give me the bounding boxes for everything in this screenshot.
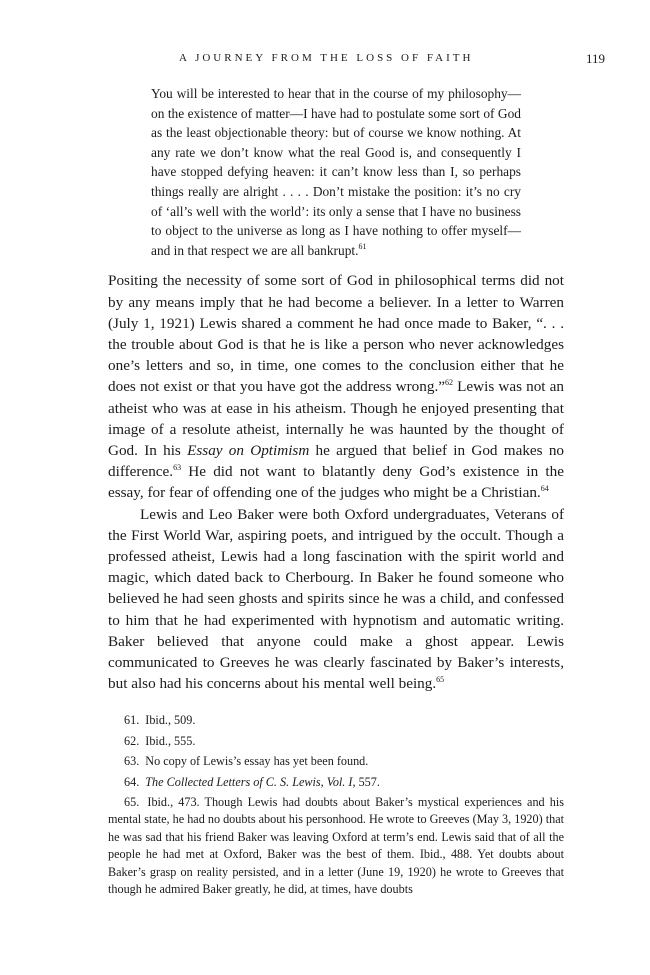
footnote-number: 61. [124,713,140,728]
footnote [108,733,564,750]
footnote-ref-63: 63 [173,463,182,473]
paragraph-1-text-c: he argued that belief in God makes no difference. [108,441,565,481]
running-head [108,52,605,72]
footnote-number: 63. [124,754,140,769]
footnote-text: Ibid., 473. Though Lewis had doubts about Baker’s mystical experiences and his mental state, he had no doubts about his personhood. He wrote to Greeves (May 3, 1920) that he was sad that his friend Baker was leaving Oxford at term’s end. Lewis said that of all the people he had met at Oxford, Baker was the best of them. Ibid., 488. Yet doubts about Baker’s grasp on reality persisted, and in a letter (June 19, 1920) he wrote to Greeves that though he admired Baker greatly, he did, at times, have doubts [108,795,564,897]
footnote [108,712,564,729]
page-number: 119 [585,51,605,66]
paragraph-2 [108,504,564,695]
footnote-ref-61: 61 [358,241,367,251]
footnote-book-title: The Collected Letters of C. S. Lewis, Vol. I, [145,774,356,789]
footnote-number: 65. [124,795,140,810]
footnotes [108,712,564,898]
footnote [108,794,564,898]
footnote-text: 557. [355,774,380,789]
footnote-text: Ibid., 509. [145,713,196,728]
footnote-text: Ibid., 555. [145,733,196,748]
page-body [108,84,564,901]
footnote-ref-64: 64 [540,484,549,494]
footnote-number: 62. [124,733,140,748]
block-quote-text: You will be interested to hear that in the course of my philosophy—on the existence of matter—I have had to postulate some sort of God as the least objectionable theory: but of course we know nothing. At any rate we don’t know what the real Good is, and consequently I have stopped defying heaven: it can’t know less than I, so perhaps things really are alright . . . . Don’t mistake the position: it’s no cry of ‘all’s well with the world’: its only a sense that I have no business to object to the universe as long as I have nothing to offer myself—and in that respect we are all bankrupt. [151,86,521,258]
paragraph-1-text-b: Lewis was not an atheist who was at ease in his atheism. Though he enjoyed presenting that image of a resolute atheist, internally he was haunted by the thought of God. In his [108,378,564,459]
footnote-ref-62: 62 [444,378,453,388]
footnote [108,753,564,770]
running-title: A JOURNEY FROM THE LOSS OF FAITH [179,52,474,64]
paragraph-2-text: Lewis and Leo Baker were both Oxford undergraduates, Veterans of the First World War, aspiring poets, and intrigued by the occult. Though a professed atheist, Lewis had a long fascination with the spirit world and magic, which dated back to Cherbourg. In Baker he found someone who believed he had seen ghosts and spirits since he was a child, and confessed to him that he had experimented with hypnotism and automatic writing. Baker believed that anyone could make a ghost appear. Lewis communicated to Greeves he was clearly fascinated by Baker’s interests, but also had his concerns about his mental well being. [108,505,564,693]
block-quote [151,84,521,260]
footnote [108,774,564,791]
essay-title: Essay on Optimism [187,441,310,459]
footnote-text: No copy of Lewis’s essay has yet been found. [145,754,369,769]
footnote-number: 64. [124,774,140,789]
paragraph-1-text-a: Positing the necessity of some sort of God in philosophical terms did not by any means imply that he had become a believer. In a letter to Warren (July 1, 1921) Lewis shared a comment he had once made to Baker, “. . . the trouble about God is that he is like a person who never acknowledges one’s letters and so, in time, one comes to the conclusion either that he does not exist or that you have got the address wrong.” [108,272,564,396]
paragraph-1 [108,270,564,503]
paragraph-1-text-d: He did not want to blatantly deny God’s existence in the essay, for fear of offending one of the judges who might be a Christian. [108,463,564,502]
footnote-ref-65: 65 [436,675,445,685]
